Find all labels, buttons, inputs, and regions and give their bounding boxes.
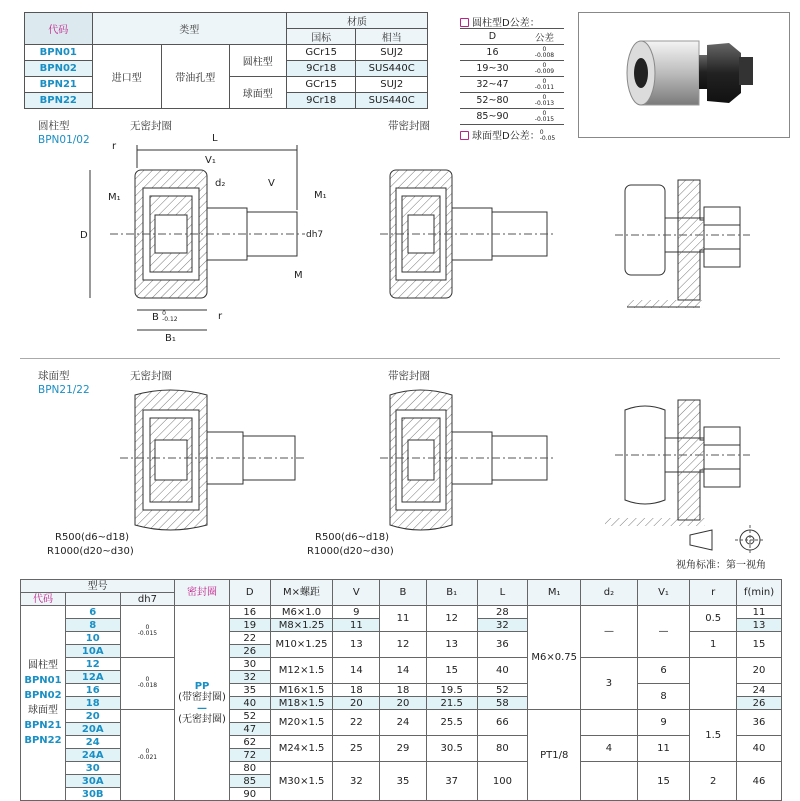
hdr-col: f(min) [737, 580, 782, 606]
v-cell: 25 [333, 736, 380, 762]
f-cell: 46 [737, 762, 782, 801]
dim-B: B 0 -0.12 [152, 310, 178, 323]
divider [20, 358, 780, 359]
tol-val: 0 -0.013 [525, 93, 564, 109]
r-cell [690, 658, 737, 710]
tol-val: 0 -0.009 [525, 61, 564, 77]
code-cell: BPN01 [25, 45, 93, 61]
size-cell: 20A [65, 723, 120, 736]
r500-label: R500(d6~d18) [315, 532, 389, 543]
dim-M1-right: M₁ [314, 190, 327, 201]
d-cell: 80 [229, 762, 270, 775]
hdr-col: B₁ [426, 580, 477, 606]
first-angle-view-icon [690, 525, 765, 555]
size-cell: 24A [65, 749, 120, 762]
size-cell: 12A [65, 671, 120, 684]
type-sph: 球面型 [229, 77, 286, 109]
size-cell: 20 [65, 710, 120, 723]
m-cell: M18×1.5 [270, 697, 333, 710]
b1-cell: 15 [426, 658, 477, 684]
size-cell: 24 [65, 736, 120, 749]
b1-cell: 21.5 [426, 697, 477, 710]
b1-cell: 13 [426, 632, 477, 658]
r-cell: 1.5 [690, 710, 737, 762]
l-cell: 40 [477, 658, 528, 684]
hdr-dh7: dh7 [120, 593, 175, 606]
v1-cell: — [637, 606, 690, 658]
cyl-no-seal: 无密封圈 [130, 120, 172, 132]
size-cell: 10 [65, 632, 120, 645]
b1-cell: 37 [426, 762, 477, 801]
equiv-cell: SUJ2 [356, 45, 428, 61]
tol-cell: 0 -0.021 [120, 710, 175, 801]
v-cell: 22 [333, 710, 380, 736]
d2-cell: 4 [581, 736, 638, 762]
v1-cell: 15 [637, 762, 690, 801]
v-cell: 32 [333, 762, 380, 801]
sph-no-seal: 无密封圈 [130, 370, 172, 382]
size-cell: 30B [65, 788, 120, 801]
tol-d: 52~80 [460, 93, 525, 109]
r-cell: 0.5 [690, 606, 737, 632]
sph-tolerance-title: 球面型D公差：0 -0.05 [460, 127, 555, 142]
tol-d: 16 [460, 45, 525, 61]
l-cell: 100 [477, 762, 528, 801]
d2-cell [581, 710, 638, 736]
hdr-col: M×螺距 [270, 580, 333, 606]
tol-val: 0 -0.015 [525, 109, 564, 125]
size-cell: 16 [65, 684, 120, 697]
d-cell: 72 [229, 749, 270, 762]
m-cell: M16×1.5 [270, 684, 333, 697]
hdr-col: D [229, 580, 270, 606]
code-cell: BPN22 [25, 93, 93, 109]
f-cell: 24 [737, 684, 782, 697]
sph-mounted-drawing [605, 400, 750, 526]
hdr-model: 型号 [21, 580, 175, 593]
f-cell: 15 [737, 632, 782, 658]
dim-M: M [294, 270, 303, 281]
type-cyl: 圆柱型 [229, 45, 286, 77]
hdr-col: V [333, 580, 380, 606]
b-cell: 18 [380, 684, 427, 697]
l-cell: 28 [477, 606, 528, 619]
r1000-label: R1000(d20~d30) [307, 546, 394, 557]
type-import: 进口型 [92, 45, 162, 109]
l-cell: 52 [477, 684, 528, 697]
v-cell: 9 [333, 606, 380, 619]
d2-cell: 3 [581, 658, 638, 710]
d2-cell: — [581, 606, 638, 658]
col-material: 材质 [286, 13, 427, 29]
v-cell: 11 [333, 619, 380, 632]
size-cell: 6 [65, 606, 120, 619]
b-cell: 14 [380, 658, 427, 684]
sph-with-seal: 带密封圈 [388, 370, 430, 382]
code-labels: 圆柱型 BPN01 BPN02 球面型 BPN21 BPN22 [21, 606, 66, 801]
view-note: 视角标准：第一视角 [676, 560, 766, 571]
tol-cell: 0 -0.015 [120, 606, 175, 658]
col-d: D [460, 29, 525, 45]
main-table [20, 579, 782, 801]
m-cell: M6×1.0 [270, 606, 333, 619]
type-oil: 带油孔型 [162, 45, 230, 109]
size-cell: 8 [65, 619, 120, 632]
b-cell: 12 [380, 632, 427, 658]
b-cell: 20 [380, 697, 427, 710]
f-cell: 40 [737, 736, 782, 762]
hdr-col: B [380, 580, 427, 606]
hdr-seal: 密封圈 [175, 580, 230, 606]
l-cell: 36 [477, 632, 528, 658]
sph-codes: BPN21/22 [38, 384, 90, 396]
v-cell: 14 [333, 658, 380, 684]
size-cell: 30A [65, 775, 120, 788]
cyl-with-seal: 带密封圈 [388, 120, 430, 132]
tol-d: 85~90 [460, 109, 525, 125]
m-cell: M10×1.25 [270, 632, 333, 658]
m-cell: M20×1.5 [270, 710, 333, 736]
hdr-col: M₁ [528, 580, 581, 606]
sph-seal-drawing [380, 390, 555, 530]
dim-V: V [268, 178, 275, 189]
f-cell: 36 [737, 710, 782, 736]
hdr-col: d₂ [581, 580, 638, 606]
hdr-col: V₁ [637, 580, 690, 606]
col-tol: 公差 [525, 29, 564, 45]
b1-cell: 19.5 [426, 684, 477, 697]
cyl-tolerance-title: 圆柱型D公差： [460, 14, 540, 29]
hdr-dh7-num [65, 593, 120, 606]
col-std: 国标 [286, 29, 356, 45]
seal-cell: PP (带密封圈) — (无密封圈) [175, 606, 230, 801]
l-cell: 66 [477, 710, 528, 736]
r500-label: R500(d6~d18) [55, 532, 129, 543]
std-cell: 9Cr18 [286, 93, 356, 109]
hdr-col: L [477, 580, 528, 606]
r-cell: 2 [690, 762, 737, 801]
equiv-cell: SUS440C [356, 93, 428, 109]
hdr-code: 代码 [21, 593, 66, 606]
b1-cell: 30.5 [426, 736, 477, 762]
dim-L: L [212, 133, 218, 144]
f-cell: 26 [737, 697, 782, 710]
tol-val: 0 -0.008 [525, 45, 564, 61]
cyl-codes: BPN01/02 [38, 134, 90, 146]
dim-d2: d₂ [215, 178, 226, 189]
equiv-cell: SUJ2 [356, 77, 428, 93]
v1-cell: 8 [637, 684, 690, 710]
d-cell: 16 [229, 606, 270, 619]
dim-V1: V₁ [205, 155, 216, 166]
l-cell: 32 [477, 619, 528, 632]
cyl-seal-drawing [380, 170, 555, 298]
b1-cell: 25.5 [426, 710, 477, 736]
v1-cell: 6 [637, 658, 690, 684]
r-cell: 1 [690, 632, 737, 658]
equiv-cell: SUS440C [356, 61, 428, 77]
v-cell: 13 [333, 632, 380, 658]
size-cell: 30 [65, 762, 120, 775]
d-cell: 40 [229, 697, 270, 710]
d-cell: 32 [229, 671, 270, 684]
m-cell: M8×1.25 [270, 619, 333, 632]
tol-d: 19~30 [460, 61, 525, 77]
dim-M1-left: M₁ [108, 192, 121, 203]
l-cell: 58 [477, 697, 528, 710]
v-cell: 20 [333, 697, 380, 710]
d-cell: 26 [229, 645, 270, 658]
r1000-label: R1000(d20~d30) [47, 546, 134, 557]
std-cell: GCr15 [286, 77, 356, 93]
std-cell: GCr15 [286, 45, 356, 61]
b-cell: 29 [380, 736, 427, 762]
v1-cell: 9 [637, 710, 690, 736]
m1-cell: M6×0.75 [528, 606, 581, 710]
d2-cell [581, 762, 638, 801]
f-cell: 11 [737, 606, 782, 619]
hdr-col: r [690, 580, 737, 606]
b-cell: 35 [380, 762, 427, 801]
v1-cell: 11 [637, 736, 690, 762]
d-cell: 52 [229, 710, 270, 723]
cyl-mounted-drawing [615, 180, 750, 308]
l-cell: 80 [477, 736, 528, 762]
col-equiv: 相当 [356, 29, 428, 45]
m-cell: M12×1.5 [270, 658, 333, 684]
size-cell: 18 [65, 697, 120, 710]
b-cell: 24 [380, 710, 427, 736]
d-cell: 62 [229, 736, 270, 749]
code-cell: BPN02 [25, 61, 93, 77]
f-cell: 20 [737, 658, 782, 684]
col-type: 类型 [92, 13, 286, 45]
d-cell: 35 [229, 684, 270, 697]
m-cell: M30×1.5 [270, 762, 333, 801]
col-code: 代码 [25, 13, 93, 45]
d-cell: 30 [229, 658, 270, 671]
cyl-no-seal-drawing [90, 145, 305, 330]
dim-r: r [112, 141, 117, 152]
d-cell: 19 [229, 619, 270, 632]
dim-D: D [80, 230, 88, 241]
b-cell: 11 [380, 606, 427, 632]
d-cell: 85 [229, 775, 270, 788]
size-cell: 10A [65, 645, 120, 658]
tol-cell: 0 -0.018 [120, 658, 175, 710]
cyl-title: 圆柱型 [38, 120, 70, 132]
m-cell: M24×1.5 [270, 736, 333, 762]
sph-title: 球面型 [38, 370, 70, 382]
m1-cell: PT1/8 [528, 710, 581, 801]
d-cell: 22 [229, 632, 270, 645]
std-cell: 9Cr18 [286, 61, 356, 77]
d-cell: 90 [229, 788, 270, 801]
tol-d: 32~47 [460, 77, 525, 93]
f-cell: 13 [737, 619, 782, 632]
dim-r-bottom: r [218, 311, 223, 322]
code-cell: BPN21 [25, 77, 93, 93]
size-cell: 12 [65, 658, 120, 671]
b1-cell: 12 [426, 606, 477, 632]
v-cell: 18 [333, 684, 380, 697]
dim-B1: B₁ [165, 333, 176, 344]
d-cell: 47 [229, 723, 270, 736]
sph-no-seal-drawing [120, 390, 305, 530]
dim-dh7: dh7 [306, 230, 324, 240]
tol-val: 0 -0.011 [525, 77, 564, 93]
